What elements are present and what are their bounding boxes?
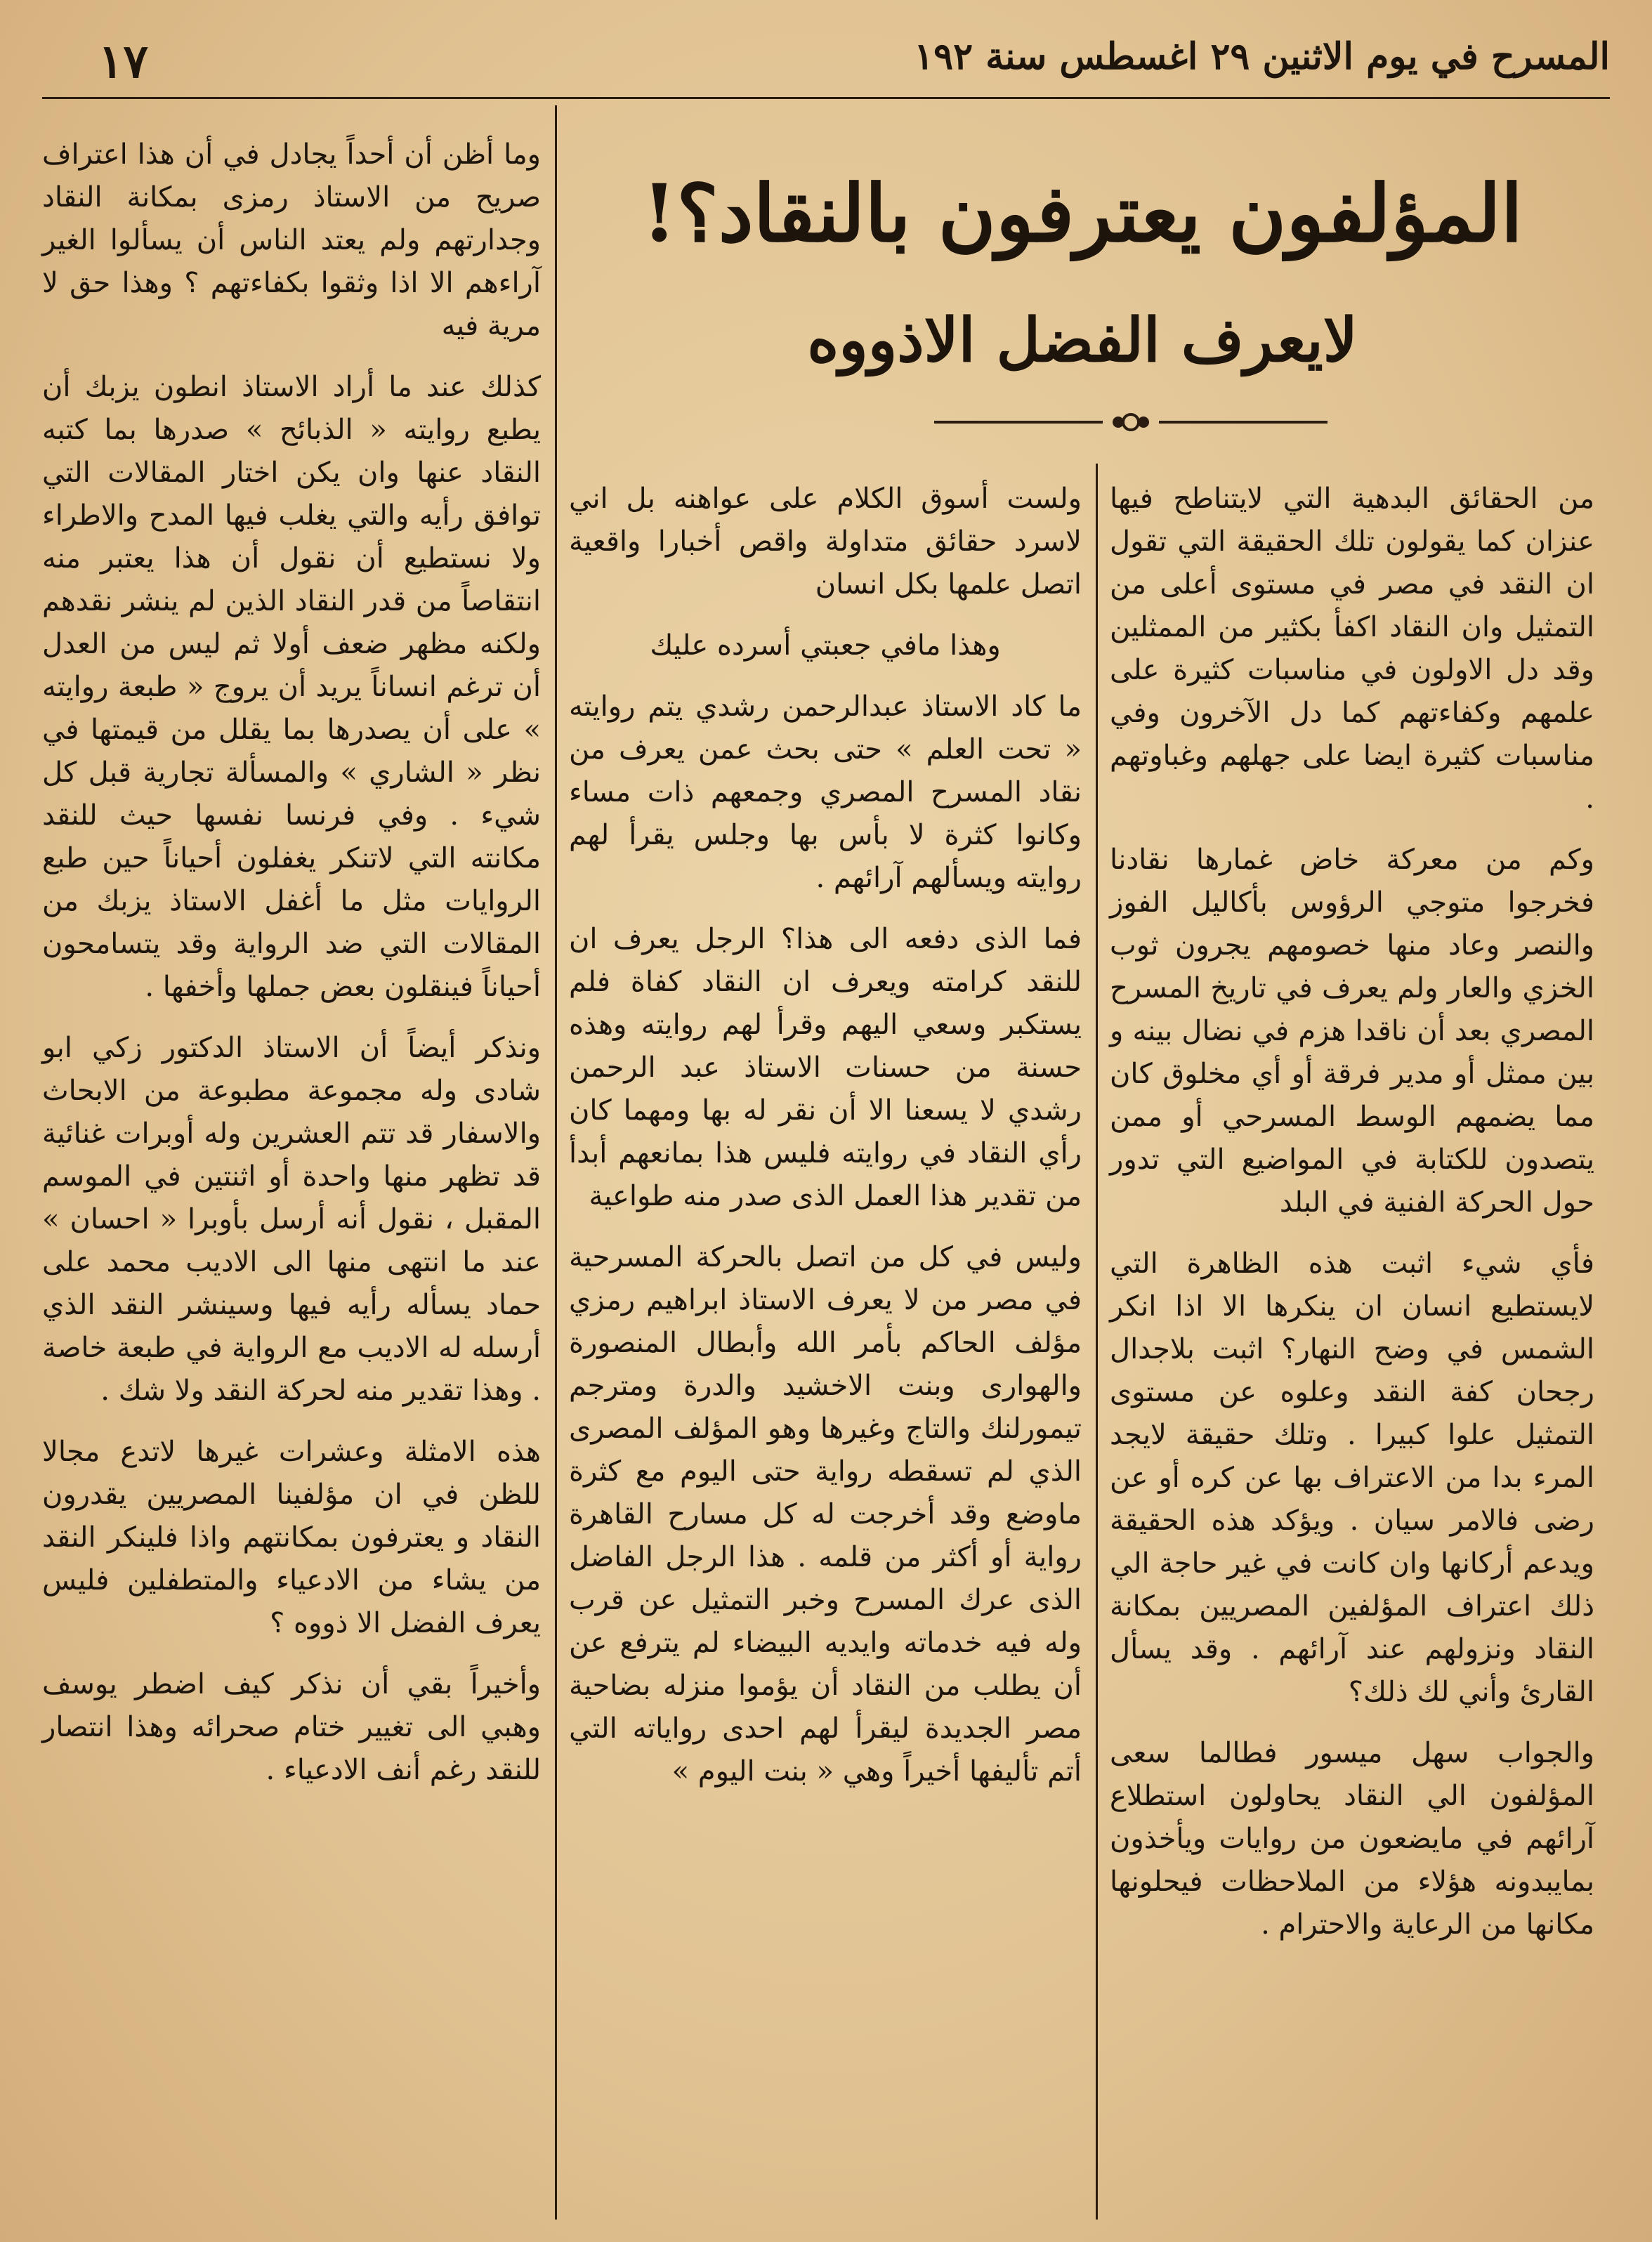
article-subtitle: لايعرف الفضل الاذووه	[807, 305, 1358, 376]
paragraph: وأخيراً بقي أن نذكر كيف اضطر يوسف وهبي الى تغيير ختام صحرائه وهذا انتصار للنقد رغم أنف الادعياء .	[42, 1668, 541, 1786]
paragraph: فأي شيء اثبت هذه الظاهرة التي لايستطيع انسان ان ينكرها الا اذا انكر الشمس في وضح النهار؟ اثبت بلاجدال رجحان كفة النقد وعلوه عن مستوى التمثيل علوا كبيرا . وتلك حقيقة لايجد المرء بدا من الاعتراف بها عن كره أو عن رضى فالامر سيان . ويؤكد هذه الحقيقة ويدعم أركانها وان كانت في غير حاجة الي ذلك اعتراف المؤلفين المصريين بمكانة النقاد ونزولهم عند آرائهم . وقد يسأل القارئ وأني لك ذلك؟	[1110, 1247, 1594, 1708]
paragraph: وكم من معركة خاض غمارها نقادنا فخرجوا متوجي الرؤوس بأكاليل الفوز والنصر وعاد منها خصومهم يجرون ثوب الخزي والعار ولم يعرف في تاريخ المسرح المصري بعد أن ناقدا هزم في نضال بينه و بين ممثل أو مدير فرقة أو أي مخلوق كان مما يضمهم الوسط المسرحي أو ممن يتصدون للكتابة في المواضيع التي تدور حول الحركة الفنية في البلد	[1110, 844, 1594, 1219]
column-rule-right	[1096, 464, 1098, 2220]
article-column-middle	[569, 478, 1082, 1811]
paragraph: من الحقائق البدهية التي لايتناطح فيها عنزان كما يقولون تلك الحقيقة التي تقول ان النقد في مصر في مستوى أعلى من التمثيل وان النقاد اكفأ بكثير من الممثلين وقد دل الاولون في مناسبات كثيرة على علمهم وكفاءتهم كما دل الآخرون وفي مناسبات كثيرة ايضا على جهلهم وغباوتهم .	[1110, 483, 1594, 815]
running-head: المسرح في يوم الاثنين ٢٩ اغسطس سنة ١٩٢	[914, 35, 1610, 78]
article-column-right	[1110, 478, 1594, 1965]
paragraph: ولست أسوق الكلام على عواهنه بل اني لاسرد حقائق متداولة واقص أخبارا واقعية اتصل علمها بكل انسان	[569, 483, 1082, 601]
column-rule-left	[555, 105, 557, 2220]
article-title: المؤلفون يعترفون بالنقاد؟!	[642, 168, 1523, 260]
article-column-left	[42, 133, 541, 1810]
paragraph: وليس في كل من اتصل بالحركة المسرحية في مصر من لا يعرف الاستاذ ابراهيم رمزي مؤلف الحاكم بأمر الله وأبطال المنصورة والهوارى وبنت الاخشيد والدرة ومترجم تيمورلنك والتاج وغيرها وهو المؤلف المصرى الذي لم تسقطه رواية حتى اليوم مع كثرة ماوضع وقد أخرجت له كل مسارح القاهرة رواية أو أكثر من قلمه . هذا الرجل الفاضل الذى عرك المسرح وخبر التمثيل عن قرب وله فيه خدماته وايديه البيضاء لم يترفع عن أن يطلب من النقاد أن يؤموا منزله بضاحية مصر الجديدة ليقرأ لهم احدى رواياته التي أتم تأليفها أخيراً وهي « بنت اليوم »	[569, 1241, 1082, 1788]
page-header	[42, 21, 1610, 99]
ornament-divider	[934, 405, 1328, 440]
paragraph: ونذكر أيضاً أن الاستاذ الدكتور زكي ابو شادى وله مجموعة مطبوعة من الابحاث والاسفار قد تتم العشرين وله أوبرات غنائية قد تظهر منها واحدة أو اثنتين في الموسم المقبل ، نقول أنه أرسل بأوبرا « احسان » عند ما انتهى منها الى الاديب محمد على حماد يسأله رأيه فيها وسينشر النقد الذي أرسله له الاديب مع الرواية في طبعة خاصة . وهذا تقدير منه لحركة النقد ولا شك .	[42, 1032, 541, 1407]
paragraph: وهذا مافي جعبتي أسرده عليك	[650, 629, 1001, 662]
paragraph: والجواب سهل ميسور فطالما سعى المؤلفون الي النقاد يحاولون استطلاع آرائهم في مايضعون من روايات ويأخذون بمايبدونه هؤلاء من الملاحظات فيحلونها مكانها من الرعاية والاحترام .	[1110, 1737, 1594, 1941]
paragraph: فما الذى دفعه الى هذا؟ الرجل يعرف ان للنقد كرامته ويعرف ان النقاد كفاة فلم يستكبر وسعي اليهم وقرأ لهم روايته وهذه حسنة من حسنات الاستاذ عبد الرحمن رشدي لا يسعنا الا أن نقر له بها ومهما كان رأي النقاد في روايته فليس هذا بمانعهم أبدأ من تقدير هذا العمل الذى صدر منه طواعية	[569, 923, 1082, 1212]
paragraph: وما أظن أن أحداً يجادل في أن هذا اعتراف صريح من الاستاذ رمزى بمكانة النقاد وجدارتهم ولم يعتد الناس أن يسألوا الغير آراءهم الا اذا وثقوا بكفاءتهم ؟ وهذا حق لا مرية فيه	[42, 138, 541, 342]
paragraph: كذلك عند ما أراد الاستاذ انطون يزبك أن يطبع روايته « الذبائح » صدرها بما كتبه النقاد عنها وان يكن اختار المقالات التي توافق رأيه والتي يغلب فيها المدح والاطراء ولا نستطيع أن نقول أن هذا يعتبر منه انتقاصاً من قدر النقاد الذين لم ينشر نقدهم ولكنه مظهر ضعف أولا ثم ليس من العدل أن ترغم انساناً يريد أن يروج « طبعة روايته » على أن يصدرها بما يقلل من قيمتها في نظر « الشاري » والمسألة تجارية قبل كل شيء . وفي فرنسا نفسها حيث للنقد مكانته التي لاتنكر يغفلون أحياناً حين طبع الروايات مثل ما أغفل الاستاذ يزبك من المقالات التي ضد الرواية وقد يتسامحون أحياناً فينقلون بعض جملها وأخفها .	[42, 371, 541, 1003]
paragraph: هذه الامثلة وعشرات غيرها لاتدع مجالا للظن في ان مؤلفينا المصريين يقدرون النقاد و يعترفون بمكانتهم واذا فلينكر النقد من يشاء من الادعياء والمتطفلين فليس يعرف الفضل الا ذووه ؟	[42, 1436, 541, 1639]
page-number: ١٧	[98, 34, 148, 88]
paragraph: ما كاد الاستاذ عبدالرحمن رشدي يتم روايته « تحت العلم » حتى بحث عمن يعرف من نقاد المسرح المصري وجمعهم ذات مساء وكانوا كثرة لا بأس بها وجلس يقرأ لهم روايته ويسألهم آرائهم .	[569, 690, 1082, 894]
